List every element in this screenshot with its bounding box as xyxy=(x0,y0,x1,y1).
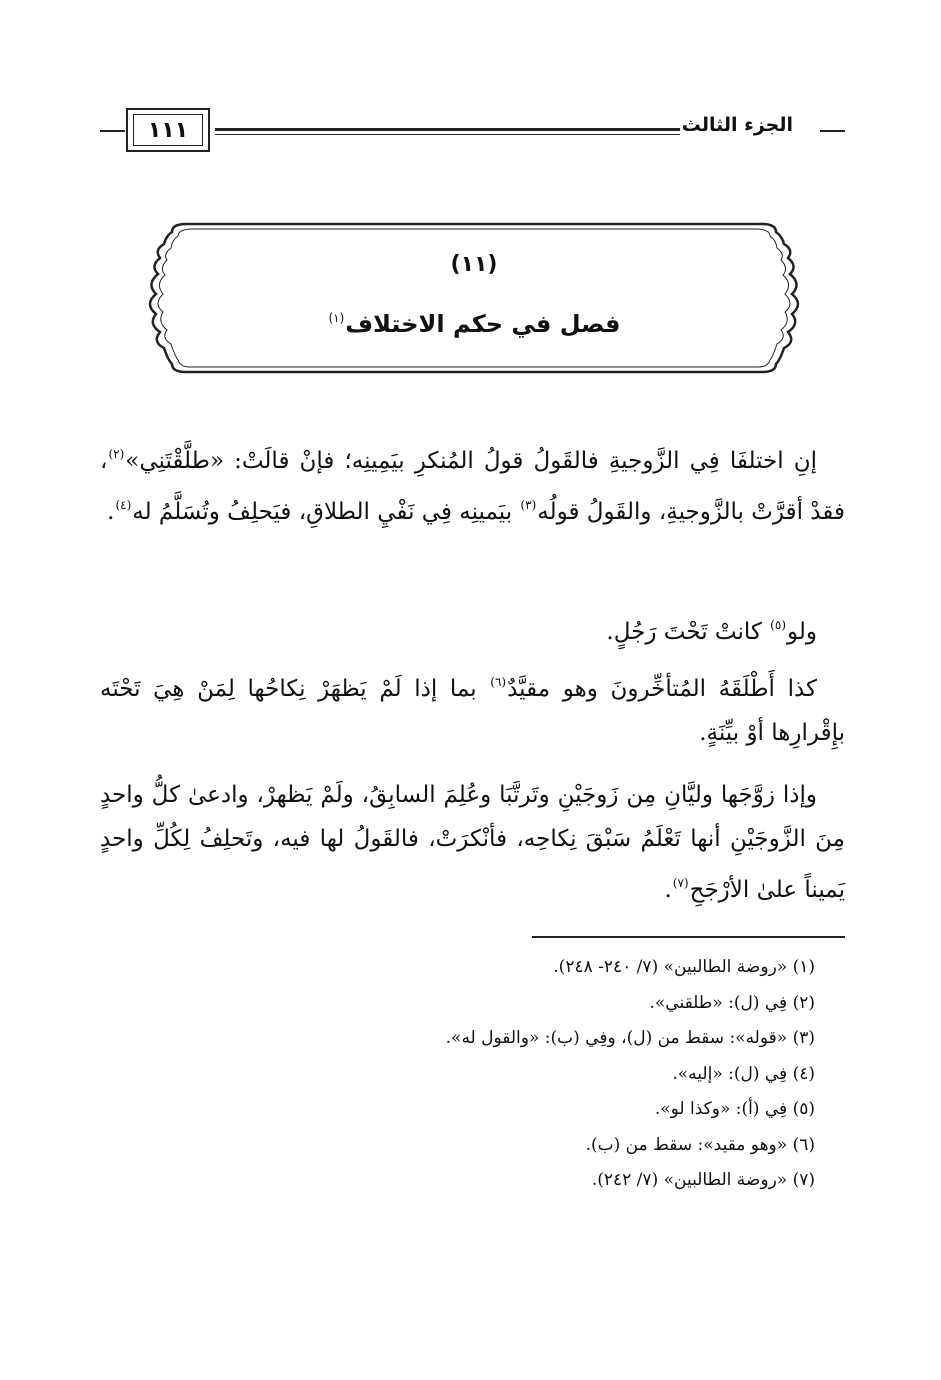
paragraph-text: ولو xyxy=(787,619,817,645)
header-rule-middle-thin xyxy=(215,134,680,135)
footnote-ref: (٧) xyxy=(672,876,689,890)
footnote-7: (٧) «روضة الطالبين» (٧/ ٢٤٢). xyxy=(591,1170,815,1190)
section-title xyxy=(134,310,814,338)
paragraph-text: . xyxy=(107,499,115,525)
footnote-3: (٣) «قوله»: سقط من (ل)، وفِي (ب): «والقول له». xyxy=(445,1028,815,1048)
ornamental-frame-icon xyxy=(134,218,814,378)
paragraph-text: . xyxy=(664,877,672,903)
footnote-ref: (١) xyxy=(328,311,345,325)
paragraph-4 xyxy=(100,773,845,912)
footnote-1: (١) «روضة الطالبين» (٧/ ٢٤٠- ٢٤٨). xyxy=(553,957,815,977)
footnote-5: (٥) فِي (أ): «وكذا لو». xyxy=(654,1099,815,1119)
footnotes xyxy=(100,950,815,1199)
footnote-ref: (٥) xyxy=(770,618,786,632)
paragraph-text: ، فقدْ أقرَّتْ بالزَّوجيةِ، والقَولُ قولُه xyxy=(100,448,845,525)
paragraph-text: إنِ اختلفَا فِي الزَّوجيةِ فالقَولُ قولُ المُنكرِ بيَمِينِه؛ فإنْ قالَتْ: «طلَّقْتَنِي» xyxy=(125,448,817,474)
paragraph-3 xyxy=(100,660,845,755)
footnote-2: (٢) فِي (ل): «طلقني». xyxy=(649,992,815,1013)
section-title-text: فصل في حكم الاختلاف xyxy=(345,310,621,338)
paragraph-text: وإذا زوَّجَها وليَّانِ مِن زَوجَيْنِ وتَرتَّبَا وعُلِمَ السابِقُ، ولَمْ يَظهرْ، وادعىٰ كلُّ واحدٍ مِنَ الزَّوجَيْنِ أنها تَعْلَمُ سَبْقَ نِكاحِه، فأنْكرَتْ، فالقَولُ لها فيه، وتَحلِفُ لِكُلِّ واحدٍ يَميناً علىٰ الأرْجَحِ xyxy=(100,782,845,903)
footnote-ref: (٦) xyxy=(490,675,507,689)
paragraph-text: بما إذا لَمْ يَظهَرْ نِكاحُها لِمَنْ هِيَ تَحْتَه بإِقْرارِها أوْ بيِّنَةٍ. xyxy=(100,676,845,746)
page-header xyxy=(100,108,845,158)
header-rule-right xyxy=(820,130,845,132)
footnote-ref: (٢) xyxy=(108,447,125,461)
footnote-4: (٤) فِي (ل): «إليه». xyxy=(672,1063,815,1084)
paragraph-text: كانتْ تَحْتَ رَجُلٍ. xyxy=(606,619,770,645)
header-rule-left xyxy=(100,130,125,132)
footnote-ref: (٤) xyxy=(115,498,132,512)
footnote-6: (٦) «وهو مقيد»: سقط من (ب). xyxy=(585,1134,815,1155)
footnote-separator xyxy=(532,936,845,938)
header-rule-middle xyxy=(215,128,680,131)
paragraph-2 xyxy=(100,603,845,654)
paragraph-text: بيَمينِه فِي نَفْيِ الطلاقِ، فيَحلِفُ وتُسَلَّمُ له xyxy=(132,499,520,525)
paragraph-text: كذا أَطْلَقَهُ المُتأخِّرونَ وهو مقيَّدٌ xyxy=(507,676,817,702)
page-number-box xyxy=(126,108,210,152)
paragraph-1 xyxy=(100,432,845,534)
footnote-ref: (٣) xyxy=(520,498,537,512)
section-number: (١١) xyxy=(450,252,498,277)
section-title-frame xyxy=(134,218,814,378)
page-number: ١١١ xyxy=(133,114,203,146)
part-title: الجزء الثالث xyxy=(681,114,793,136)
